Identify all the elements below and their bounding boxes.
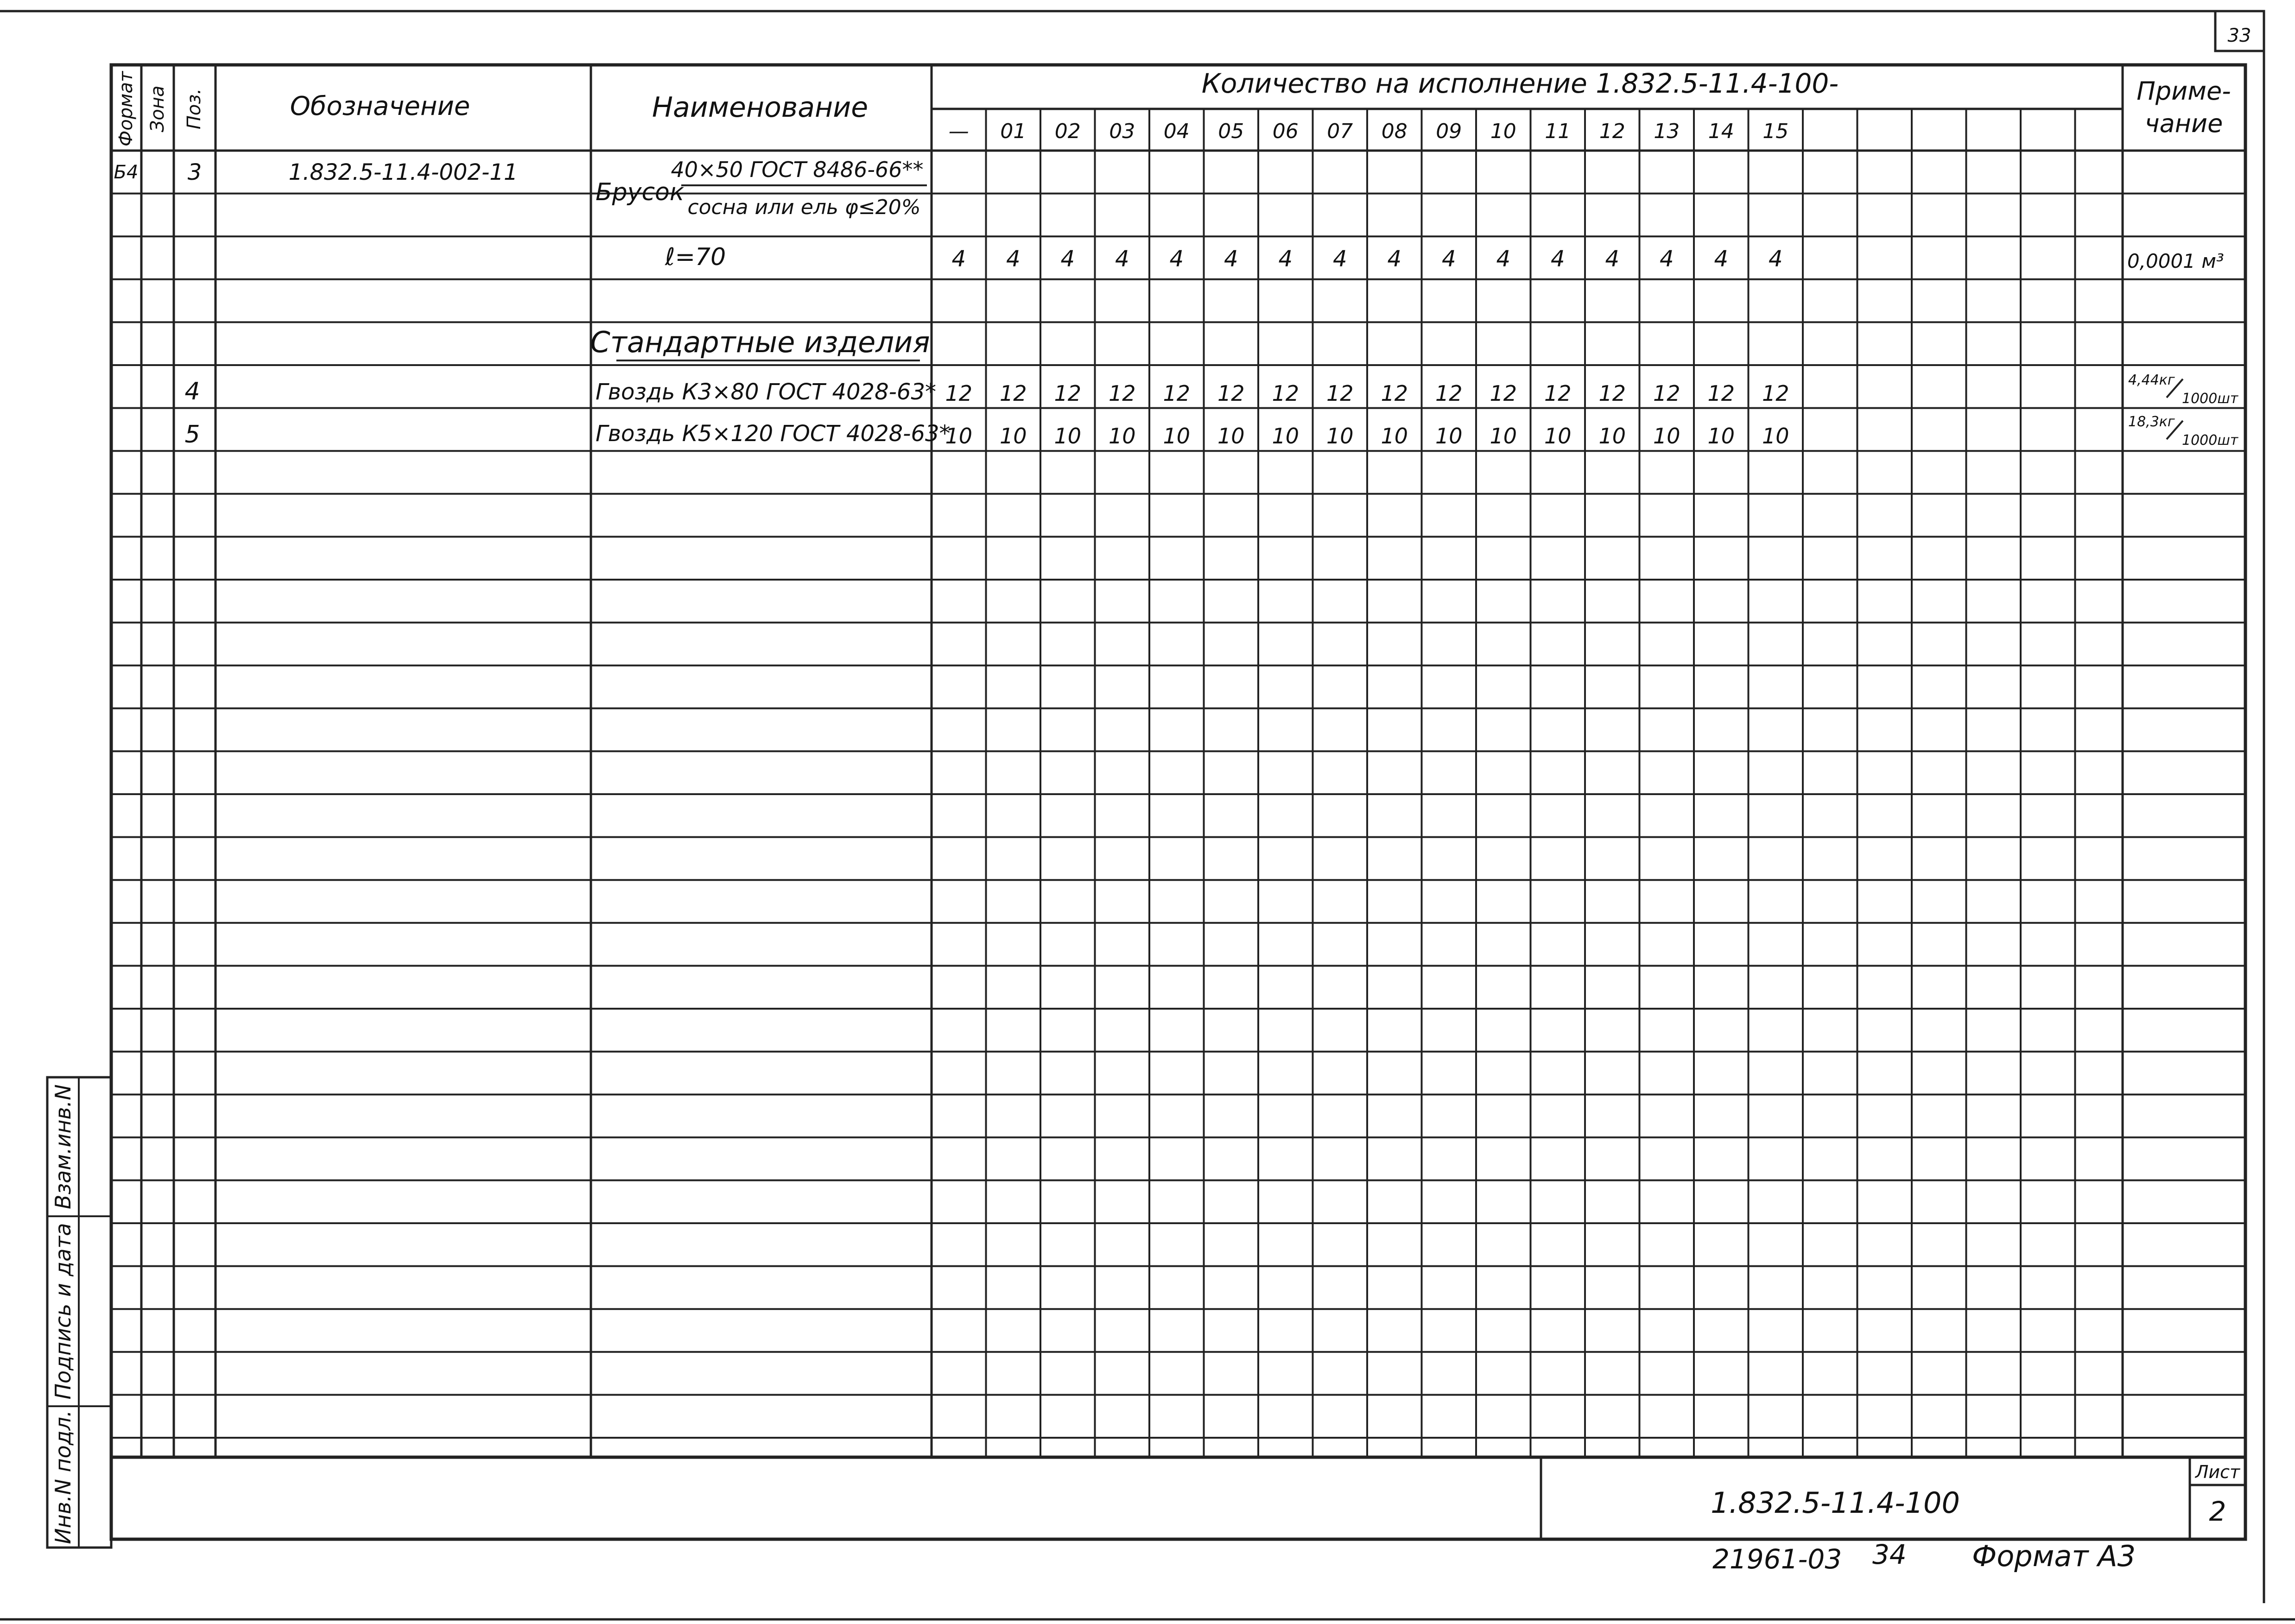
side-stamp <box>47 1077 111 1548</box>
row-name: ℓ=70 <box>665 243 726 271</box>
variant-label: 06 <box>1272 120 1299 143</box>
header-pos: Поз. <box>184 88 205 130</box>
table-row <box>114 157 927 219</box>
variant-label: 05 <box>1218 120 1244 143</box>
header-note-line2: чание <box>2144 109 2223 138</box>
header-format: Формат <box>115 71 137 147</box>
quantity-cell: 10 <box>945 423 973 449</box>
variant-label: 08 <box>1381 120 1407 143</box>
row-note: 0,0001 м³ <box>2127 250 2224 272</box>
header-zone: Зона <box>147 85 168 133</box>
quantity-cell: 4 <box>1332 246 1347 272</box>
sheet-label: Лист <box>2195 1462 2240 1482</box>
row-name-prefix: Брусок <box>596 178 685 206</box>
page-number: 33 <box>2227 25 2251 46</box>
quantity-cell: 12 <box>1217 381 1245 406</box>
quantity-column-lines <box>986 109 2075 1457</box>
quantity-cell: 10 <box>1108 423 1136 449</box>
side-label-inv-repl: Взам.инв.N <box>51 1084 76 1209</box>
row-name: Гвоздь К3×80 ГОСТ 4028-63* <box>596 379 936 405</box>
quantity-cell: 4 <box>1714 246 1729 272</box>
footer-archive-number: 21961-03 <box>1712 1543 1842 1575</box>
variant-header-row <box>949 120 1789 143</box>
row-note-bottom: 1000шт <box>2182 432 2238 449</box>
quantity-cell: 10 <box>1054 423 1082 449</box>
table-vertical-lines <box>141 65 2123 1457</box>
table-row <box>184 372 2238 407</box>
quantity-cell: 10 <box>1272 423 1300 449</box>
row-note-top: 4,44кг <box>2128 372 2175 388</box>
quantity-cell: 12 <box>1544 381 1572 406</box>
quantity-cell: 4 <box>1387 246 1402 272</box>
variant-label: 13 <box>1654 120 1680 143</box>
variant-label: 15 <box>1762 120 1789 143</box>
quantity-cell: 4 <box>1605 246 1620 272</box>
quantity-cell: 10 <box>999 423 1027 449</box>
side-label-inv-orig: Инв.N подл. <box>51 1410 76 1544</box>
quantity-cell: 12 <box>1381 381 1408 406</box>
quantity-cell: 12 <box>1054 381 1082 406</box>
quantity-cell: 12 <box>1435 381 1463 406</box>
header-note-line1: Приме- <box>2137 76 2231 106</box>
table-frame <box>111 65 2245 1539</box>
quantity-cell: 12 <box>1108 381 1136 406</box>
quantity-cell: 10 <box>1326 423 1354 449</box>
title-block <box>1541 1457 2245 1539</box>
header-name: Наименование <box>652 91 869 124</box>
row-name-top: 40×50 ГОСТ 8486-66** <box>671 157 924 182</box>
quantity-cell: 4 <box>1550 246 1565 272</box>
quantity-cell: 4 <box>1060 246 1075 272</box>
variant-label: 09 <box>1436 120 1462 143</box>
section-title: Стандартные изделия <box>590 325 930 359</box>
quantity-cell: 10 <box>1490 423 1517 449</box>
row-designation: 1.832.5-11.4-002-11 <box>288 159 518 185</box>
quantity-cell: 12 <box>1707 381 1735 406</box>
table-row <box>184 414 2238 449</box>
quantity-cell: 4 <box>1224 246 1238 272</box>
quantity-cell: 4 <box>1768 246 1783 272</box>
variant-label: 10 <box>1490 120 1516 143</box>
variant-label: 11 <box>1545 120 1571 143</box>
row-pos: 3 <box>187 159 202 185</box>
quantity-cell: 4 <box>1169 246 1184 272</box>
quantity-cell: 10 <box>1435 423 1463 449</box>
row-name-bottom: сосна или ель φ≤20% <box>687 196 921 219</box>
quantity-cell: 10 <box>1217 423 1245 449</box>
header-quantity: Количество на исполнение 1.832.5-11.4-100- <box>1201 68 1839 99</box>
quantity-cell: 4 <box>1278 246 1293 272</box>
page-frame <box>0 11 2295 1619</box>
quantity-cell: 10 <box>1544 423 1572 449</box>
variant-label: 12 <box>1599 120 1625 143</box>
section-header <box>590 325 930 360</box>
footer <box>1712 1539 2136 1575</box>
side-label-sign-date: Подпись и дата <box>51 1223 76 1400</box>
row-note-bottom: 1000шт <box>2182 391 2238 407</box>
quantity-cell: 10 <box>1707 423 1735 449</box>
variant-label: 07 <box>1327 120 1353 143</box>
quantity-cell: 4 <box>1006 246 1021 272</box>
quantity-cell: 4 <box>1441 246 1456 272</box>
quantity-cell: 12 <box>1490 381 1517 406</box>
quantity-cell: 12 <box>1326 381 1354 406</box>
row-format: Б4 <box>114 162 139 183</box>
quantity-cell: 10 <box>1653 423 1680 449</box>
quantity-cell: 10 <box>1598 423 1626 449</box>
header-designation: Обозначение <box>290 91 470 121</box>
row-name: Гвоздь К5×120 ГОСТ 4028-63* <box>596 421 951 447</box>
variant-label: — <box>948 120 969 143</box>
variant-label: 01 <box>1000 120 1027 143</box>
row-pos: 4 <box>184 378 200 405</box>
quantity-cell: 12 <box>1653 381 1680 406</box>
table-row-lines <box>111 194 2245 1438</box>
quantity-cell: 4 <box>1659 246 1674 272</box>
quantity-cell: 10 <box>1762 423 1789 449</box>
variant-label: 14 <box>1708 120 1734 143</box>
quantity-cell: 12 <box>1163 381 1191 406</box>
page-number-box <box>2215 11 2264 51</box>
variant-label: 04 <box>1163 120 1190 143</box>
quantity-cell: 12 <box>999 381 1027 406</box>
quantity-cell: 4 <box>951 246 966 272</box>
variant-label: 02 <box>1054 120 1081 143</box>
row-pos: 5 <box>184 421 200 449</box>
variant-label: 03 <box>1109 120 1135 143</box>
quantity-cell: 12 <box>945 381 973 406</box>
quantity-cell: 12 <box>1272 381 1300 406</box>
quantity-cell: 12 <box>1598 381 1626 406</box>
quantity-cell: 12 <box>1762 381 1789 406</box>
quantity-cell: 4 <box>1115 246 1129 272</box>
title-block-designation: 1.832.5-11.4-100 <box>1711 1486 1960 1520</box>
quantity-cell: 10 <box>1163 423 1191 449</box>
footer-format: Формат А3 <box>1972 1539 2136 1573</box>
sheet-number: 2 <box>2209 1496 2226 1527</box>
row-note-top: 18,3кг <box>2128 414 2175 430</box>
quantity-cell: 10 <box>1381 423 1408 449</box>
quantity-cell: 4 <box>1496 246 1511 272</box>
footer-page: 34 <box>1872 1539 1907 1570</box>
